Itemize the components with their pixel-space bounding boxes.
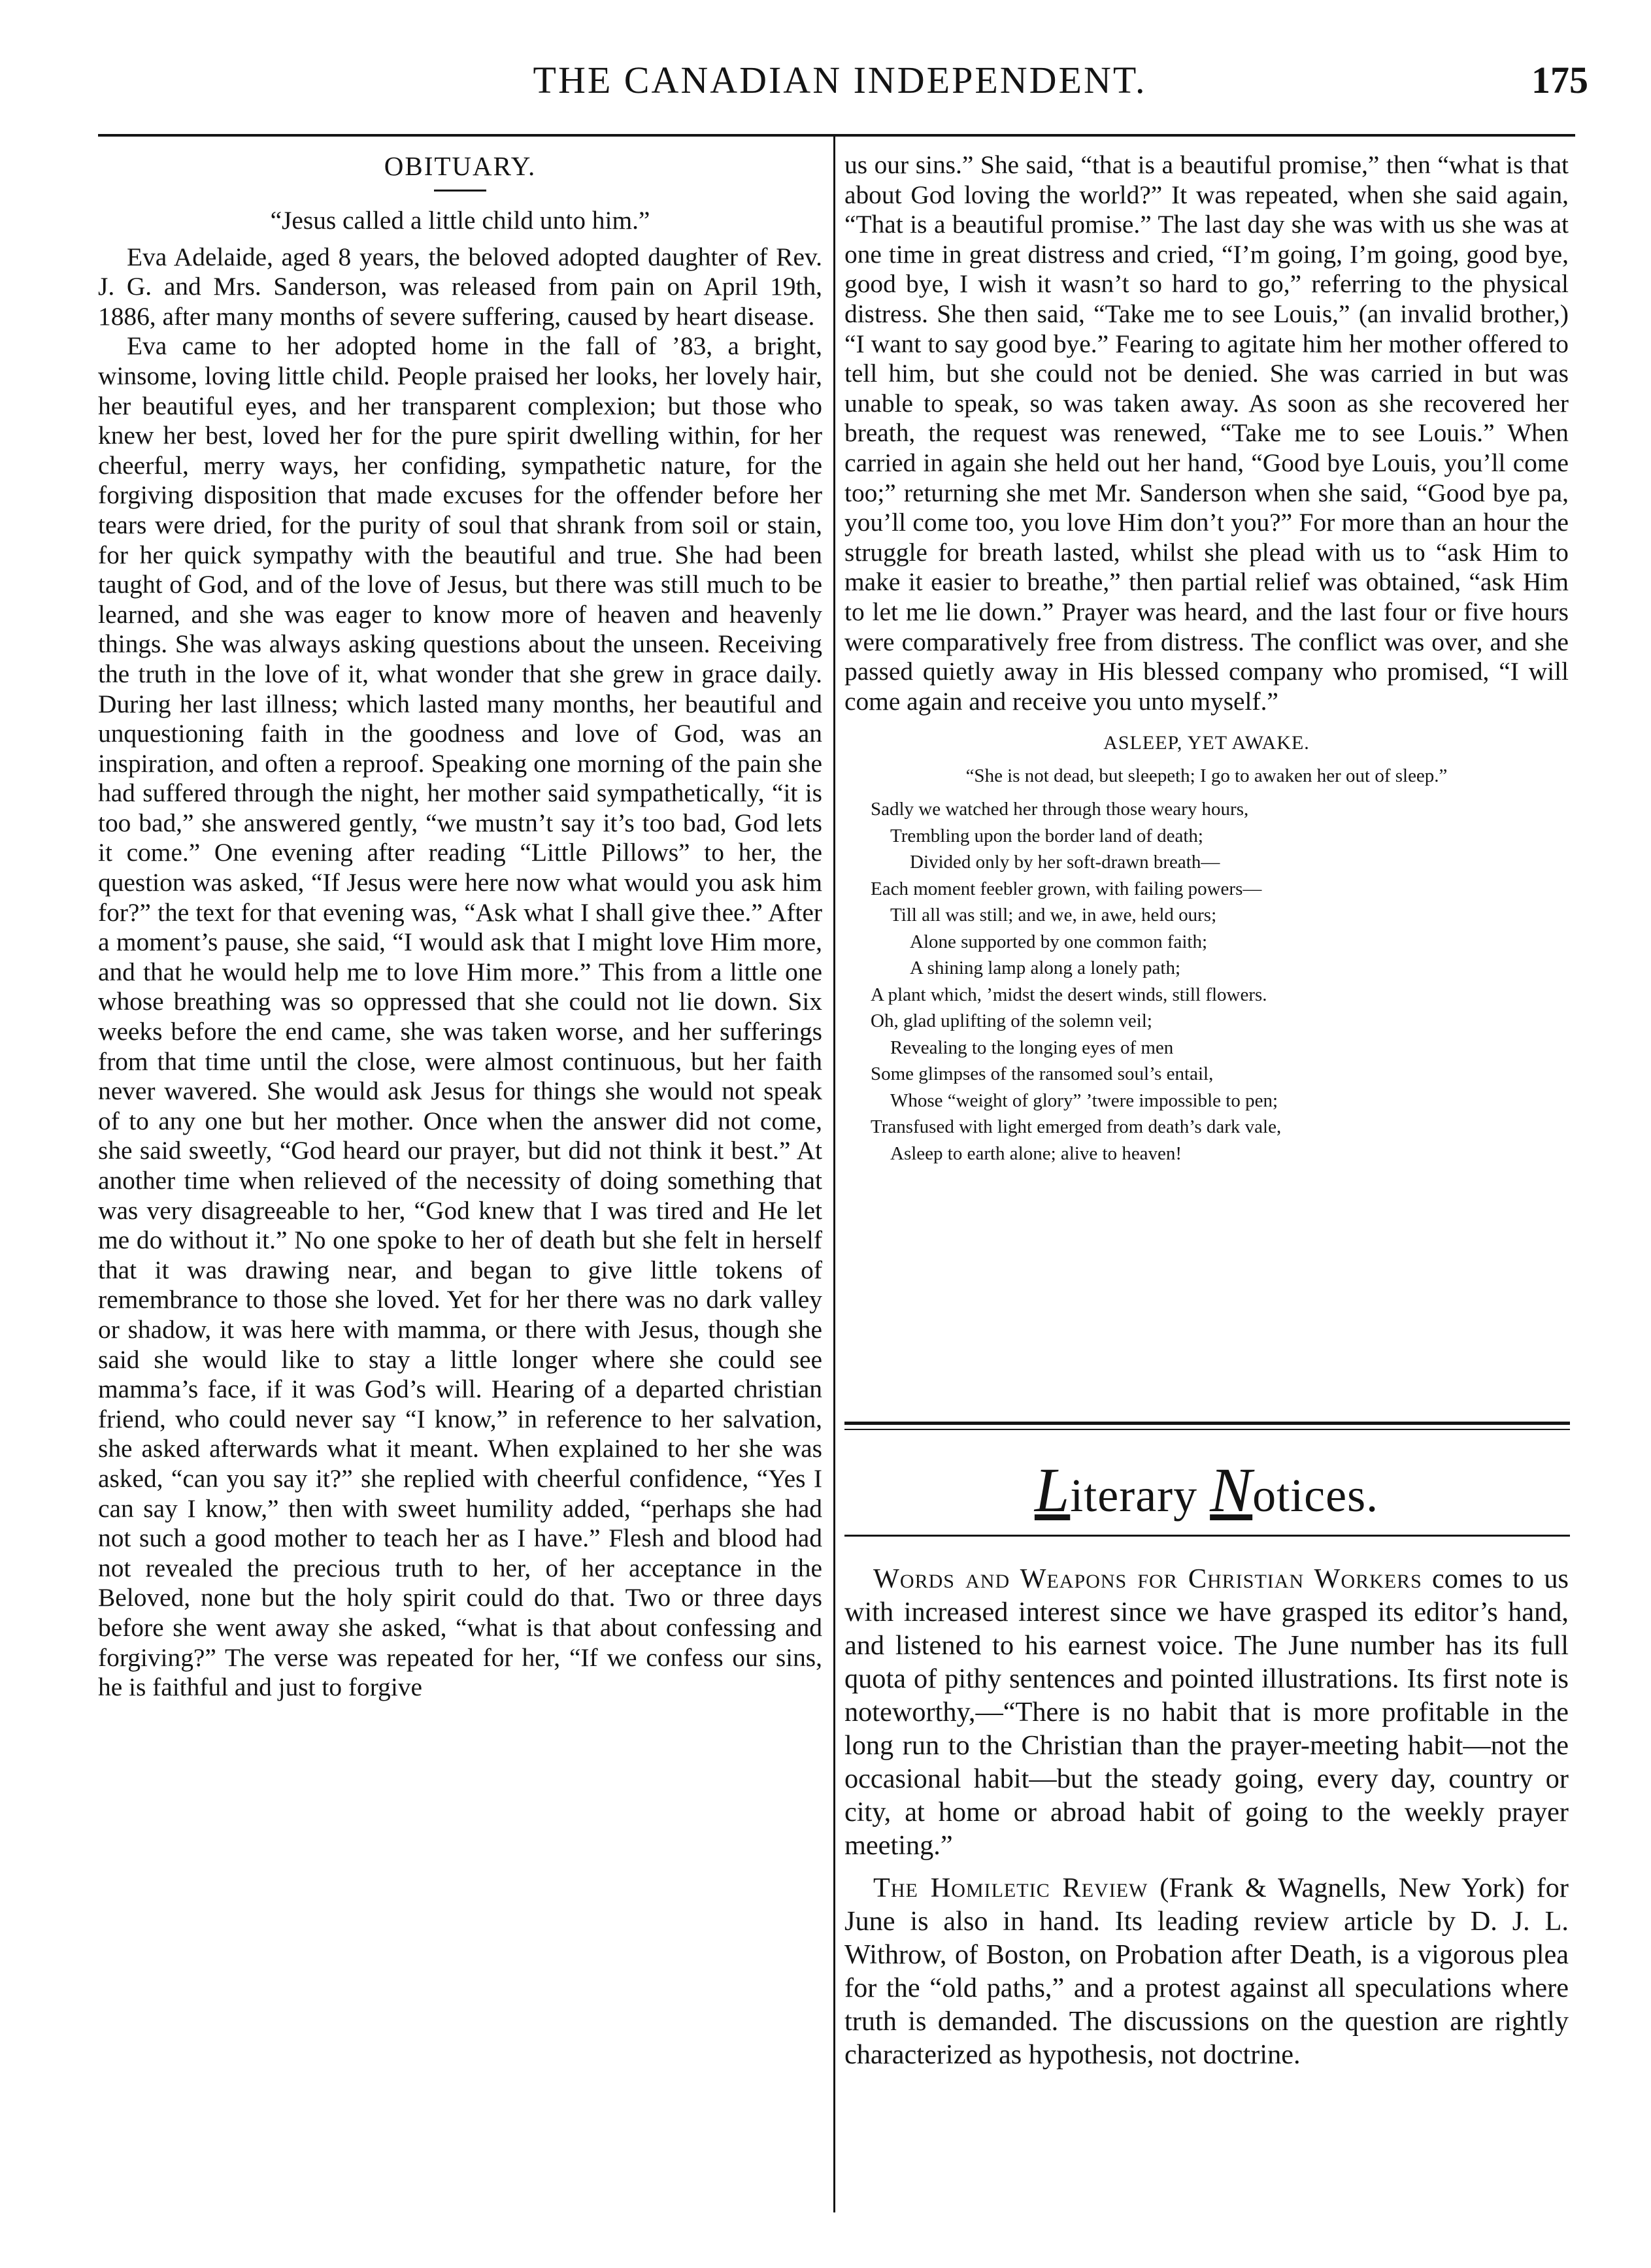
notice-homiletic-review [844,1871,1569,2071]
poem-line: A shining lamp along a lonely path; [910,958,1181,979]
obituary-title: OBITUARY. [384,151,537,181]
publication-title: THE CANADIAN INDEPENDENT. [533,59,1147,101]
heading-word-2: otices. [1252,1469,1379,1522]
notice-2-lead: The Homiletic Review [873,1873,1148,1903]
notice-2-text: (Frank & Wagnells, New York) for June is also in hand. Its leading review article by D. J. L. Withrow, of Boston, on Probation after Death, is a vigorous plea for the “old paths,” and a protest against all speculations where truth is demanded. The discussions on the question are rightly characterized as hypothesis, not doctrine. [844,1873,1569,2070]
header-rule [98,134,1575,137]
poem-line: Each moment feebler grown, with failing powers— [871,878,1262,899]
heading-initial-n: N [1210,1455,1253,1525]
right-column [844,150,1569,1167]
poem-line: Transfused with light emerged from death’s dark vale, [871,1116,1282,1138]
obituary-column [98,150,822,1703]
notice-words-and-weapons [844,1562,1569,1862]
obituary-continuation: us our sins.” She said, “that is a beautiful promise,” then “what is that about God loving the world?” It was repeated, when she said again, “That is a beautiful promise.” The last day she was with us she was at one time in great distress and cried, “I’m going, I’m going, good bye, good bye, I wish it wasn’t so hard to go,” referring to the physical distress. She then said, “Take me to see Louis,” (an invalid brother,) “I want to say good bye.” Fearing to agitate him her mother offered to tell him, but she could not be denied. She was carried in but was unable to speak, so was taken away. As soon as she recovered her breath, the request was renewed, “Take me to see Louis.” When carried in again she held out her hand, “Good bye Louis, you’ll come too;” returning she met Mr. Sanderson when she said, “Good bye pa, you’ll come too, you love Him don’t you?” For more than an hour the struggle for breath lasted, whilst she plead with us to “ask Him to make it easier to breathe,” then partial relief was obtained, “ask Him to let me lie down.” Prayer was heard, and the last four or five hours were comparatively free from distress. The conflict was over, and she passed quietly away in His blessed company who promised, “I will come again and receive you unto myself.” [844,150,1569,716]
poem-line: Alone supported by one common faith; [910,931,1208,952]
page-number: 175 [1531,59,1588,101]
page-header [92,58,1588,110]
section-rule-top-thin [844,1429,1570,1430]
poem [844,796,1569,1167]
section-rule-bottom [844,1535,1570,1537]
poem-line: Divided only by her soft-drawn breath— [910,852,1220,873]
literary-notices-heading [844,1455,1569,1525]
obituary-paragraph-2: Eva came to her adopted home in the fall of ’83, a bright, winsome, loving little child. People praised her looks, her lovely hair, her beautiful eyes, and her transparent complexion; but those who knew her best, loved her for the pure spirit dwelling within, for her cheerful, merry ways, her confiding, sympathetic nature, for the forgiving disposition that made excuses for the offender before her tears were dried, for the purity of soul that shrank from soil or stain, for her quick sympathy with the beautiful and true. She had been taught of God, and of the love of Jesus, but there was still much to be learned, and she was eager to know more of heaven and heavenly things. She was always asking questions about the unseen. Receiving the truth in the love of it, what wonder that she grew in grace daily. During her last illness; which lasted many months, her beautiful and unquestioning faith in the goodness and love of God, was an inspiration, and often a reproof. Speaking one morning of the pain she had suffered through the night, her mother said sympathetically, “it is too bad,” she answered gently, “we mustn’t say it’s too bad, God lets it come.” One evening after reading “Little Pillows” to her, the question was asked, “If Jesus were here now what would you ask him for?” the text for that evening was, “Ask what I shall give thee.” After a moment’s pause, she said, “I would ask that I might love Him more, and that he would help me to love Him more.” This from a little one whose breathing was so oppressed that she could not lie down. Six weeks before the end came, she was taken worse, and her sufferings from that time until the close, were almost continuous, but her faith never wavered. She would ask Jesus for things she would not speak of to any one but her mother. Once when the answer did not come, she said sweetly, “God heard our prayer, but did not think it best.” At another time when relieved of the necessity of doing something that was very disagreeable to her, “God knew that I was tired and He let me do without it.” No one spoke to her of death but she felt in herself that it was drawing near, and began to give little tokens of remembrance to those she loved. Yet for her there was no dark valley or shadow, it was here with mamma, or there with Jesus, though she said she would like to stay a little longer where she could see mamma’s face, if it was God’s will. Hearing of a departed christian friend, who could never say “I know,” in reference to her salvation, she asked afterwards what it meant. When explained to her she was asked, “can you say it?” she replied with cheerful confidence, “Yes I can say I know,” then with sweet humility added, “perhaps she had not such a good mother to teach her as I have.” Flesh and blood had not revealed the precious truth to her, of her acceptance in the Beloved, none but the holy spirit could do that. Two or three days before she went away she asked, “what is that about confessing and forgiving?” The verse was repeated for her, “If we confess our sins, he is faithful and just to forgive [98,331,822,1702]
notice-1-lead: Words and Weapons for Christian Workers [873,1563,1422,1594]
poem-epigraph: “She is not dead, but sleepeth; I go to awaken her out of sleep.” [965,765,1448,787]
notice-1-text: comes to us with increased interest since we have grasped its editor’s hand, and listened to his earnest voice. The June number has its full quota of pithy sentences and pointed illustrations. Its first note is noteworthy,—“There is no habit that is more profitable in the long run to the Christian than the prayer-meeting habit—not the occasional habit—but the steady going, every day, country or city, at home or abroad habit of going to the weekly prayer meeting.” [844,1563,1569,1861]
poem-line: Asleep to earth alone; alive to heaven! [890,1142,1182,1164]
obituary-epigraph: “Jesus called a little child unto him.” [270,206,650,235]
heading-initial-l: L [1034,1455,1071,1525]
poem-line: A plant which, ’midst the desert winds, still flowers. [871,984,1267,1005]
literary-notices [844,1562,1569,2080]
title-divider [434,190,486,192]
section-rule-top [844,1422,1570,1425]
obituary-paragraph-1: Eva Adelaide, aged 8 years, the beloved adopted daughter of Rev. J. G. and Mrs. Sanderson, was released from pain on April 19th, 1886, after many months of severe suffering, caused by heart disease. [98,242,822,331]
poem-line: Till all was still; and we, in awe, held ours; [890,905,1217,926]
poem-line: Sadly we watched her through those weary hours, [871,799,1249,820]
poem-line: Whose “weight of glory” ’twere impossible to pen; [890,1090,1278,1111]
poem-line: Oh, glad uplifting of the solemn veil; [871,1010,1152,1032]
poem-title: ASLEEP, YET AWAKE. [1103,732,1310,754]
poem-line: Some glimpses of the ransomed soul’s entail, [871,1063,1214,1085]
poem-line: Trembling upon the border land of death; [890,825,1203,846]
heading-word-1: iterary [1070,1469,1210,1522]
column-divider [833,134,835,2212]
poem-line: Revealing to the longing eyes of men [890,1037,1174,1058]
